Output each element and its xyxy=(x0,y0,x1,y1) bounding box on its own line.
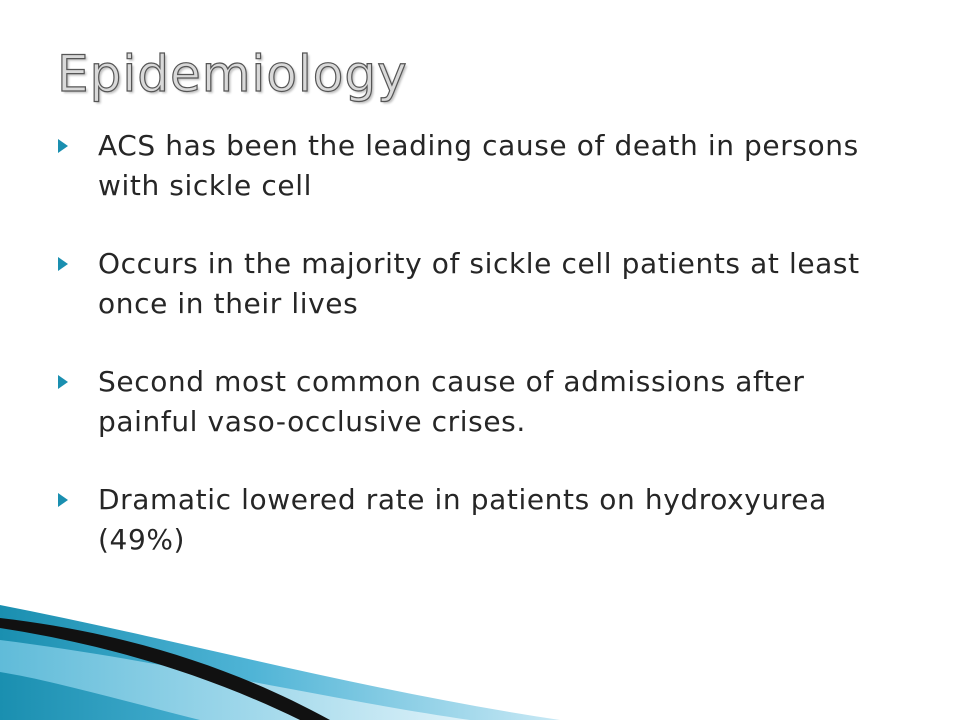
bullet-text: Dramatic lowered rate in patients on hydroxyurea (49%) xyxy=(98,483,827,556)
slide-title: Epidemiology xyxy=(57,45,408,103)
triangle-bullet-icon xyxy=(58,139,68,153)
bullet-list xyxy=(58,126,898,598)
bullet-text: ACS has been the leading cause of death in persons with sickle cell xyxy=(98,129,859,202)
bullet-text: Occurs in the majority of sickle cell patients at least once in their lives xyxy=(98,247,860,320)
bullet-text: Second most common cause of admissions after painful vaso-occlusive crises. xyxy=(98,365,805,438)
bullet-item-3 xyxy=(58,362,898,442)
triangle-bullet-icon xyxy=(58,257,68,271)
bullet-item-2 xyxy=(58,244,898,324)
bullet-item-4 xyxy=(58,480,898,560)
triangle-bullet-icon xyxy=(58,375,68,389)
light-swoosh-shape xyxy=(0,640,470,720)
bullet-item-1 xyxy=(58,126,898,206)
blue-swoosh-shape xyxy=(0,605,560,720)
dark-swoosh-shape xyxy=(0,618,330,720)
triangle-bullet-icon xyxy=(58,493,68,507)
